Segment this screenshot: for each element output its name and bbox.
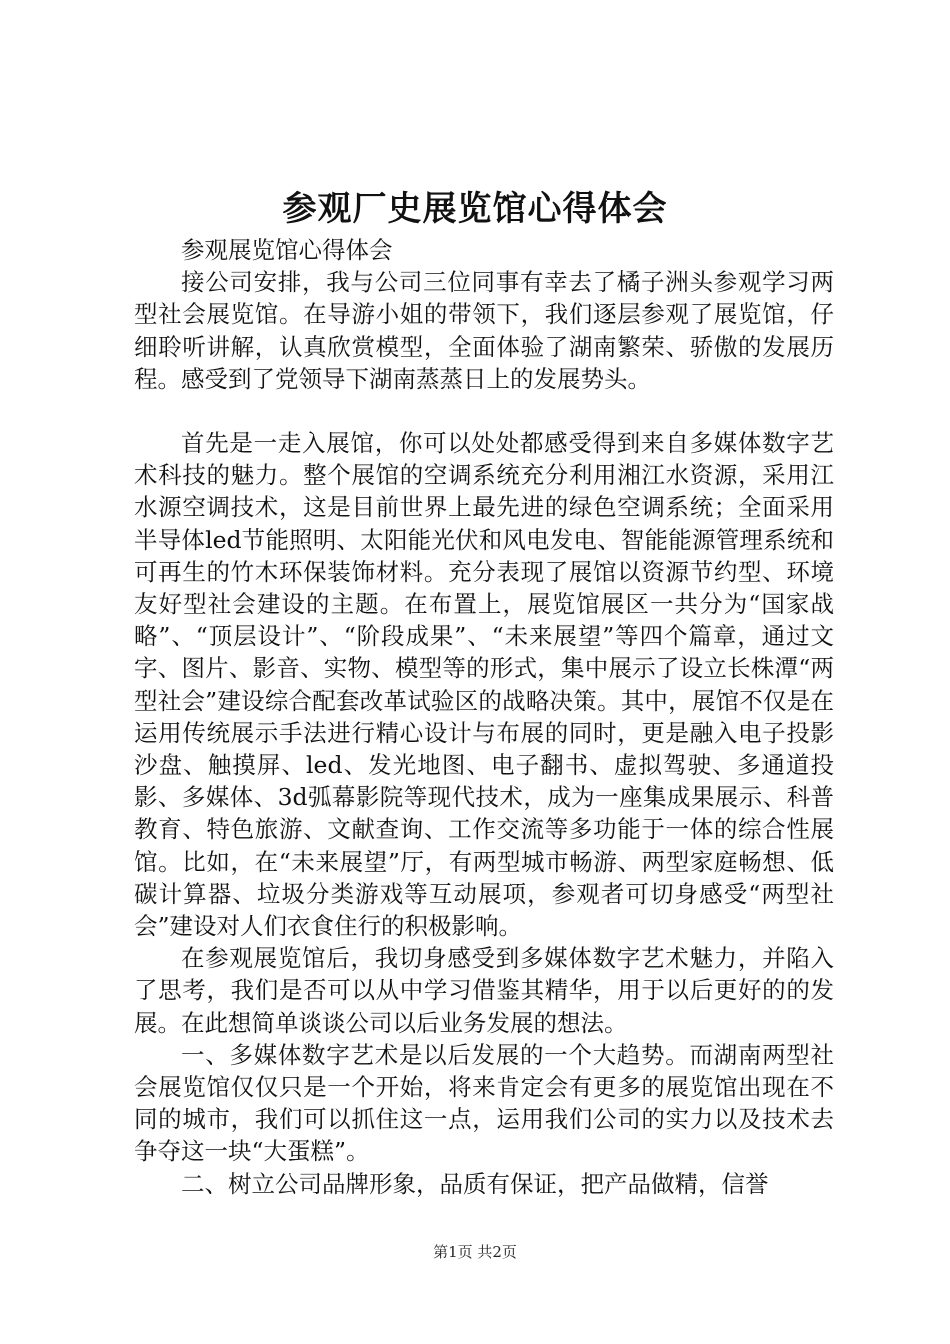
intro-paragraph: 接公司安排，我与公司三位同事有幸去了橘子洲头参观学习两型社会展览馆。在导游小姐的带领下，我们逐层参观了展览馆，仔细聆听讲解，认真欣赏模型，全面体验了湖南繁荣、骄傲的发展历程。感受到了党领导下湖南蒸蒸日上的发展势头。 bbox=[134, 268, 834, 393]
body-paragraph-reflection: 在参观展览馆后，我切身感受到多媒体数字艺术魅力，并陷入了思考，我们是否可以从中学习借鉴其精华，用于以后更好的的发展。在此想简单谈谈公司以后业务发展的想法。 bbox=[134, 944, 834, 1037]
document-body bbox=[134, 234, 834, 1200]
subtitle-paragraph: 参观展览馆心得体会 bbox=[181, 236, 393, 264]
page-footer: 第1页 共2页 bbox=[433, 1243, 517, 1261]
body-paragraph-point-one: 一、多媒体数字艺术是以后发展的一个大趋势。而湖南两型社会展览馆仅仅只是一个开始，将来肯定会有更多的展览馆出现在不同的城市，我们可以抓住这一点，运用我们公司的实力以及技术去争夺这一块“大蛋糕”。 bbox=[134, 1040, 834, 1166]
body-paragraph-exhibition: 首先是一走入展馆，你可以处处都感受得到来自多媒体数字艺术科技的魅力。整个展馆的空调系统充分利用湘江水资源，采用江水源空调技术，这是目前世界上最先进的绿色空调系统；全面采用半导体led节能照明、太阳能光伏和风电发电、智能能源管理系统和可再生的竹木环保装饰材料。充分表现了展馆以资源节约型、环境友好型社会建设的主题。在布置上，展览馆展区一共分为“国家战略”、“顶层设计”、“阶段成果”、“未来展望”等四个篇章，通过文字、图片、影音、实物、模型等的形式，集中展示了设立长株潭“两型社会”建设综合配套改革试验区的战略决策。其中，展馆不仅是在运用传统展示手法进行精心设计与布展的同时，更是融入电子投影沙盘、触摸屏、led、发光地图、电子翻书、虚拟驾驶、多通道投影、多媒体、3d弧幕影院等现代技术，成为一座集成果展示、科普教育、特色旅游、文献查询、工作交流等多功能于一体的综合性展馆。比如，在“未来展望”厅，有两型城市畅游、两型家庭畅想、低碳计算器、垃圾分类游戏等互动展项，参观者可切身感受“两型社会”建设对人们衣食住行的积极影响。 bbox=[134, 429, 834, 941]
document-title: 参观厂史展览馆心得体会 bbox=[282, 189, 668, 229]
body-paragraph-point-two: 二、树立公司品牌形象，品质有保证，把产品做精，信誉 bbox=[181, 1169, 769, 1198]
